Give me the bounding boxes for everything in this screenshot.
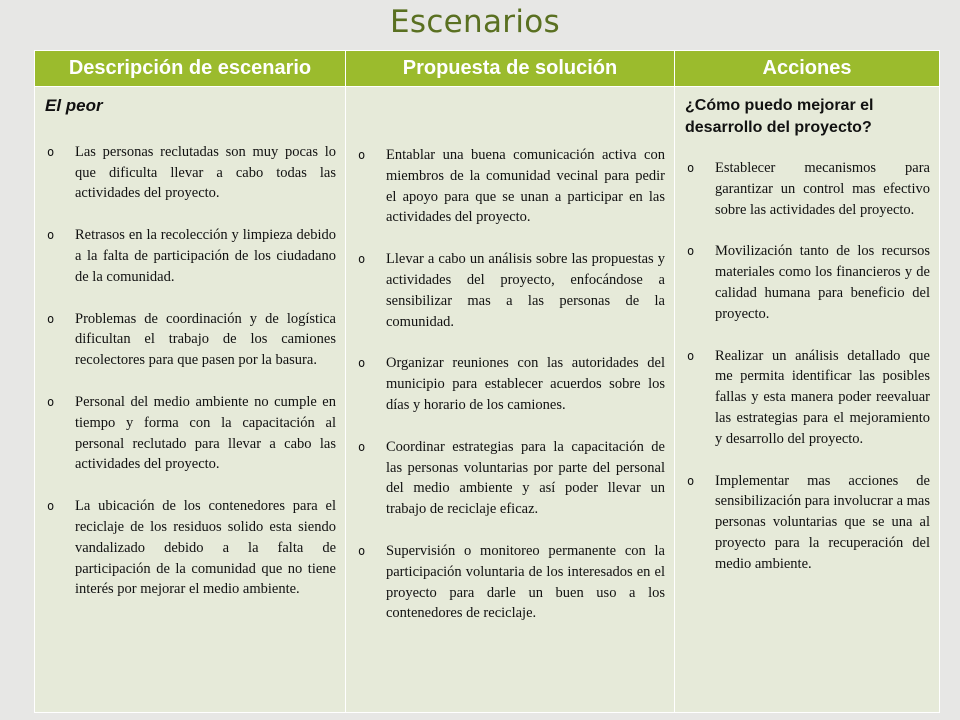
list-item: o Retrasos en la recolección y limpieza debido a la falta de participación de los ciudadano de la comunidad. <box>45 225 336 287</box>
description-cell <box>35 87 346 713</box>
description-list <box>45 142 336 600</box>
list-item: o Coordinar estrategias para la capacitación de las personas voluntarias por parte del personal del medio ambiente y así poder llevar un trabajo de reciclaje eficaz. <box>356 437 665 520</box>
header-row <box>35 51 940 87</box>
solution-cell <box>346 87 675 713</box>
list-item: o Problemas de coordinación y de logística dificultan el trabajo de los camiones recolectores para que pasen por la basura. <box>45 309 336 371</box>
list-item: o Supervisión o monitoreo permanente con la participación voluntaria de los interesados en el proyecto para darle un buen uso a los contenedores de reciclaje. <box>356 541 665 624</box>
list-item: o Movilización tanto de los recursos materiales como los financieros y de calidad humana para beneficio del proyecto. <box>685 241 930 324</box>
list-item: o Las personas reclutadas son muy pocas lo que dificulta llevar a cabo todas las actividades del proyecto. <box>45 142 336 204</box>
actions-question: ¿Cómo puedo mejorar el desarrollo del proyecto? <box>685 97 874 136</box>
list-item: o Llevar a cabo un análisis sobre las propuestas y actividades del proyecto, enfocándose a sensibilizar mas a las personas de la comunidad. <box>356 249 665 332</box>
list-item: o Realizar un análisis detallado que me permita identificar las posibles fallas y esta manera poder reevaluar las estrategias para el mejoramiento y desarrollo del proyecto. <box>685 346 930 450</box>
content-row <box>35 87 940 713</box>
header-solution: Propuesta de solución <box>346 51 675 87</box>
actions-list <box>685 158 930 575</box>
list-item: o Personal del medio ambiente no cumple en tiempo y forma con la capacitación al personal reclutado para llevar a cabo las actividades del proyecto. <box>45 392 336 475</box>
scenario-label: El peor <box>45 96 103 115</box>
solution-list <box>356 145 665 624</box>
list-item: o Establecer mecanismos para garantizar un control mas efectivo sobre las actividades del proyecto. <box>685 158 930 220</box>
list-item: o La ubicación de los contenedores para el reciclaje de los residuos solido esta siendo vandalizado debido a la falta de participación de la comunidad que no tiene interés por mejorar el medio ambiente. <box>45 496 336 600</box>
actions-cell <box>675 87 940 713</box>
list-item: o Entablar una buena comunicación activa con miembros de la comunidad vecinal para pedir el apoyo para que se unan a participar en las actividades del proyecto. <box>356 145 665 228</box>
list-item: o Implementar mas acciones de sensibilización para involucrar a mas personas voluntarias que se una al proyecto para la recuperación del medio ambiente. <box>685 471 930 575</box>
list-item: o Organizar reuniones con las autoridades del municipio para establecer acuerdos sobre los días y horario de los camiones. <box>356 353 665 415</box>
page-title: Escenarios <box>390 4 560 40</box>
scenarios-table <box>34 50 940 713</box>
header-actions: Acciones <box>675 51 940 87</box>
header-description: Descripción de escenario <box>35 51 346 87</box>
